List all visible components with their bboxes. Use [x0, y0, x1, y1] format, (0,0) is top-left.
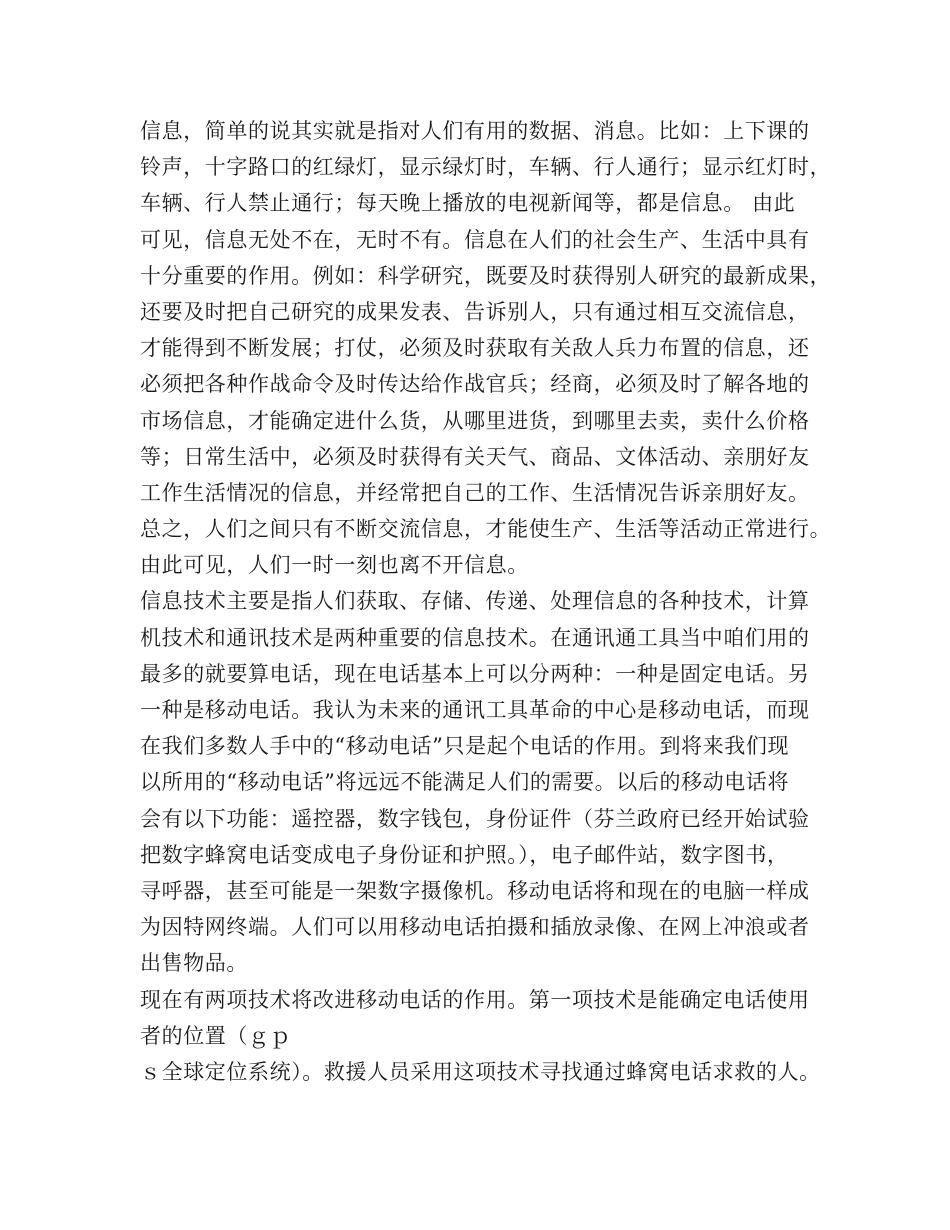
body-text — [140, 113, 840, 1090]
text-line-4: 可见，信息无处不在，无时不有。信息在人们的社会生产、生活中具有 — [140, 227, 810, 252]
text-line-24: 出售物品。 — [140, 951, 248, 976]
text-line-27: ｓ全球定位系统）。救援人员采用这项技术寻找通过蜂窝电话求救的人。 — [140, 1059, 821, 1084]
text-line-14: 信息技术主要是指人们获取、存储、传递、处理信息的各种技术，计算 — [140, 589, 810, 614]
text-line-12: 总之，人们之间只有不断交流信息，才能使生产、生活等活动正常进行。 — [140, 517, 832, 542]
text-line-10: 等；日常生活中，必须及时获得有关天气、商品、文体活动、亲朋好友 — [140, 444, 810, 469]
text-line-9: 市场信息，才能确定进什么货，从哪里进货，到哪里去卖，卖什么价格 — [140, 408, 810, 433]
text-line-23: 为因特网终端。人们可以用移动电话拍摄和插放录像、在网上冲浪或者 — [140, 915, 810, 940]
text-line-11: 工作生活情况的信息，并经常把自己的工作、生活情况告诉亲朋好友。 — [140, 480, 810, 505]
text-line-8: 必须把各种作战命令及时传达给作战官兵；经商，必须及时了解各地的 — [140, 372, 810, 397]
text-line-15: 机技术和通讯技术是两种重要的信息技术。在通讯通工具当中咱们用的 — [140, 625, 810, 650]
text-line-16: 最多的就要算电话，现在电话基本上可以分两种：一种是固定电话。另 — [140, 661, 810, 686]
text-line-22: 寻呼器，甚至可能是一架数字摄像机。移动电话将和现在的电脑一样成 — [140, 878, 810, 903]
text-line-7: 才能得到不断发展；打仗，必须及时获取有关敌人兵力布置的信息，还 — [140, 336, 810, 361]
text-line-21: 把数字蜂窝电话变成电子身份证和护照。），电子邮件站，数字图书， — [140, 842, 789, 867]
text-line-5: 十分重要的作用。例如：科学研究，既要及时获得别人研究的最新成果， — [140, 263, 832, 288]
text-line-20: 会有以下功能：遥控器，数字钱包，身份证件（芬兰政府已经开始试验 — [140, 806, 810, 831]
text-line-25: 现在有两项技术将改进移动电话的作用。第一项技术是能确定电话使用 — [140, 987, 810, 1012]
text-line-2: 铃声，十字路口的红绿灯，显示绿灯时，车辆、行人通行；显示红灯时， — [140, 155, 832, 180]
text-line-18: 在我们多数人手中的“移动电话”只是起个电话的作用。到将来我们现 — [140, 734, 790, 759]
text-line-6: 还要及时把自己研究的成果发表、告诉别人，只有通过相互交流信息， — [140, 299, 810, 324]
text-line-3: 车辆、行人禁止通行；每天晚上播放的电视新闻等，都是信息。 由此 — [140, 191, 796, 216]
text-line-1: 信息，简单的说其实就是指对人们有用的数据、消息。比如：上下课的 — [140, 119, 810, 143]
text-line-17: 一种是移动电话。我认为未来的通讯工具革命的中心是移动电话，而现 — [140, 698, 810, 722]
text-line-26: 者的位置（ｇｐ — [140, 1023, 292, 1048]
text-line-19: 以所用的“移动电话”将远远不能满足人们的需要。以后的移动电话将 — [140, 770, 790, 795]
text-line-13: 由此可见，人们一时一刻也离不开信息。 — [140, 553, 529, 578]
